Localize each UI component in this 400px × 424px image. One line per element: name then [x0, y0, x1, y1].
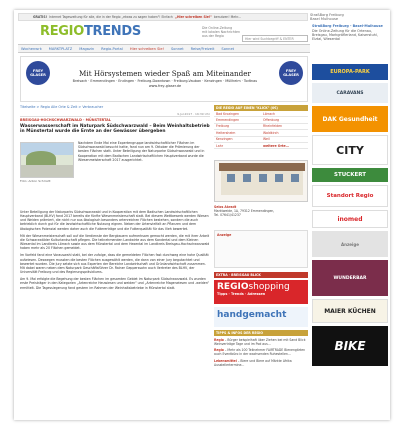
regio-link[interactable]: weitere Orte...	[263, 143, 290, 148]
article-paragraph: Am 9. Mai erfolgte die Begehung der besten Flächen im gesamten Gebiet im Naturpark Südschwarzwald. Es wurden erste Preisträger in den Kategorien „Artenreiche Heuwiesen und weiden“ und „Artenreiche Magerwiesen und -weiden“ ermittelt. Die Tagessiegerung fand gestern im Rahmen der Weinhaltsbetriebe in Münstertal statt.	[20, 277, 210, 290]
address-line2: Tel. 07641/41237	[214, 213, 241, 217]
banner-title: Mit Hörsystemen wieder Spaß am Miteinander	[79, 69, 251, 78]
regio-link[interactable]: Weil	[263, 137, 270, 142]
building-shape	[221, 169, 303, 195]
nav-item[interactable]: Wochenwrk	[21, 46, 42, 51]
side-advert[interactable]: Anzeige	[214, 230, 308, 268]
logo-part1: REGIO	[40, 24, 84, 39]
tagline-line2: mit lokalen Nachrichten	[202, 30, 241, 35]
article-lead: Nachdem Ende Mai eine Expertengruppe landwirtschaftlicher Flächen im Südschwarzwald besucht hatte, fand nun am 9. Oktober die Prämierung der besten Flächen statt. Unter Beteiligung der Naturparke Südschwarzwald und in Kooperation mit dem Badischen Landwirtschaftlichen Hauptverband wurde die Wiesenmeisterschaft 2017 ausgerichtet.	[78, 141, 205, 162]
tips-list	[214, 338, 308, 367]
regio-link[interactable]: Kenzingen	[216, 137, 233, 142]
nav-item[interactable]: Regio-Portal	[101, 46, 123, 51]
photo-hill-shape	[26, 151, 56, 165]
tip-text: – Bürger beispielhaft über Ziehen bei mit Sand Blick Weinverträge Tage und im Pod aus...	[214, 338, 306, 347]
banner-sub-line2: www.frey-glaser.de	[148, 84, 182, 88]
article-body	[20, 210, 210, 293]
shop-big1: REGIO	[217, 282, 249, 292]
site-logo[interactable]	[40, 24, 141, 39]
banner-subtitle	[55, 79, 275, 89]
regio-link[interactable]: Rheinfelden	[263, 124, 283, 129]
regio-link[interactable]: Bad Krozingen	[216, 111, 240, 116]
nav-item[interactable]: MARKTPLATZ	[48, 46, 73, 51]
business-address	[214, 205, 308, 217]
banner-logo-right: FREY GLASER	[279, 61, 303, 85]
building-photo[interactable]	[214, 160, 308, 202]
side-text: Die Online-Zeitung für die Ortenau, Breisgau, Markgräflerland, Kaiserstuhl, Elztal, Wiesental	[312, 29, 378, 41]
regio-click-box	[214, 105, 308, 157]
article-paragraph: Unter Beteiligung der Naturparks Südschwarzwald und in Kooperation mit dem Badischen Landwirtschaftlichen Hauptverband (BLHV) fand 2017 bereits die fünfte Wiesenmeisterschaft statt. Bei diesem Wettbewerb werden Wiesen und Weiden prämiert, die nicht nur aus ökologisch besonders artenreichen Flächen bestehen, sondern die auch betrieblich durch gut für die landwirtschaftliche Nutzung eignen. Neben der Artenvielfalt an Pflanzen und dem ökologischen Potenzial werden daher auch die Futtererträge und die Futterqualität für das Vieh bewertet.	[20, 210, 209, 231]
regio-click-title: DIE REGIO AUF EINEN "KLICK" (0€)	[214, 105, 308, 111]
stuckert-ad[interactable]: STUCKERT	[312, 168, 388, 182]
main-nav	[18, 44, 310, 53]
standort-regio-ad[interactable]: Standort Regio	[312, 185, 388, 207]
tagline-line3: aus der Regio	[202, 34, 224, 39]
shop-subline: Tipps · Trends · Adressen	[217, 292, 266, 296]
anzeige-ad[interactable]: Anzeige	[312, 231, 388, 257]
banner-logo-left: FREY GLASER	[26, 61, 50, 85]
top-right-line1: StraßBorg Freiburg	[310, 13, 344, 17]
tip-title[interactable]: Regio	[214, 348, 224, 353]
article-meta: 9.Jul.2017 · 16:39 Uhr	[20, 112, 210, 117]
article-headline: Wasserwasserschaft im Naturpark Südschwarzwald – Beim Weinhaltsbetrieb in Münstertal wurde die Ernte an der Gewässer übergeben	[20, 124, 210, 135]
window-shape	[259, 174, 267, 182]
top-right-line2: Basel Mulhouse	[310, 17, 339, 21]
top-info-bar	[18, 13, 308, 21]
city-ad[interactable]: CITY	[312, 135, 388, 165]
regio-click-row	[214, 143, 308, 149]
address-line1: Marktweide, 1A, 79312 Emmendingen,	[214, 209, 275, 213]
roof-shape	[219, 163, 305, 171]
article-paragraph: Mit der Wiesenmeisterschaft soll auf die Verdienste der Bergbauern aufmerksam gemacht werden, die mit ihrer Arbeit die Schwarzwälder Kulturlandschaft pflegen. Die teilnehmenden Landwirte aus dem Kandertal und dem Kleinen Wiesental im Landkreis Lörrach sowie aus dem Münstertal und dem Hexental im Landkreis Breisgau-Hochschwarzwald haben mehr als 20 Flächen gemeldet.	[20, 233, 210, 251]
nav-item[interactable]: Sonnet	[171, 46, 184, 51]
nav-item[interactable]: Hier schreiben Sie!	[129, 46, 164, 51]
regio-link[interactable]: Emmendingen	[216, 118, 240, 123]
top-right-label	[310, 13, 386, 21]
banner-sub-line1: Breisach · Emmendingen · Endingen · Freiburg-Downtown · Freiburg-Vauban · Kenzingen · Müllheim · Todtnau	[72, 79, 258, 83]
nav-item[interactable]: Magazin	[79, 46, 95, 51]
article-paragraph: Im Vorfeld fand eine Vorauswahl statt, bei der zufolge, dass die gemeldeten Flächen fast durchweg eine hohe Qualität aufwiesen. Deswegen mussten die besten Flächen ausgewählt werden, die dann von einer Jury begutachtet und bewertet wurden. Die Jury setzte sich aus Experten der Bereiche Landwirtschaft und Grünlandwirtschaft zusammen. Mit dabei waren neben dem Naturpark Geschäftsführer Dr. Rainer Gepperssohn auch Vertreter des BLHV, der Universität Freiburg und des Regierungspräsidiums.	[20, 253, 209, 275]
regio-link[interactable]: Waldkirch	[263, 130, 279, 135]
ad-banner[interactable]	[20, 56, 308, 102]
article-section: BREISGAU-HOCHSCHWARZWALD · MÜNSTERTAL	[20, 118, 111, 122]
photo-caption: Foto: Anton Schmidt	[20, 179, 51, 183]
side-title: StraßBorg Freiburg - Basel-Mulhouse	[312, 24, 383, 28]
right-ad-column	[312, 24, 388, 420]
inomed-ad[interactable]: inomed	[312, 210, 388, 228]
window-shape	[243, 174, 251, 182]
regio-link[interactable]: Heitersheim	[216, 130, 236, 135]
tip-title[interactable]: Regio	[214, 338, 224, 342]
logo-part2: TRENDS	[83, 24, 141, 39]
wunderbar-ad[interactable]: WUNDERBAR	[312, 260, 388, 296]
nav-item[interactable]: Sonnet	[221, 46, 235, 51]
maier-kuechen-ad[interactable]: MAIER KÜCHEN	[312, 299, 388, 323]
top-info-tag: GRATIS!	[33, 15, 47, 19]
caravans-ad[interactable]: CARAVANS	[312, 83, 388, 103]
extra-bar: EXTRA · BREISGAU BLICK	[214, 272, 308, 278]
search-input[interactable]: Hier wird Suchbegriff & ENTER	[242, 35, 308, 42]
top-info-tail: benutzen! Mehr...	[213, 15, 242, 19]
breadcrumb[interactable]: Titelseite > Regio Alle Orte & Zeit > Verbraucher	[20, 105, 104, 109]
top-info-link[interactable]: „Hier schreiben Sie!"	[174, 15, 212, 19]
regio-link[interactable]: Lörrach	[263, 111, 275, 116]
regio-shopping-ad[interactable]	[214, 280, 308, 304]
tip-title[interactable]: Lebensmittel	[214, 358, 237, 363]
regio-link[interactable]: Freiburg	[216, 124, 230, 129]
browser-page	[14, 10, 390, 420]
tip-text: – Mehr als 100 Teilnehmer FAIRTRADE Bienengärten auch Eventbüro in der wachsenden Ruhestellen...	[214, 348, 306, 357]
window-shape	[227, 174, 235, 182]
tips-header: TIPPS & INFOS DER REGIO	[214, 330, 308, 336]
business-name[interactable]: Selos Akradt	[214, 205, 237, 209]
dak-ad[interactable]: DAK Gesundheit	[312, 106, 388, 132]
tagline-line1: Die Online-Zeitung	[202, 26, 233, 30]
shop-big2: shopping	[248, 282, 290, 292]
nav-item[interactable]: Reise/Freizeit	[190, 46, 215, 51]
top-info-text: Internet Tageszeitung für alle, die in der Regio „etwas zu sagen haben"! Einfach	[48, 15, 173, 19]
regio-link[interactable]: Lahr	[216, 143, 224, 148]
window-shape	[275, 174, 283, 182]
bike-ad[interactable]: BIKE	[312, 326, 388, 366]
tip-text: – Biere und Biere auf Märkte Afrika Ausstellertermine...	[214, 358, 292, 367]
window-shape	[291, 174, 299, 182]
europa-park-ad[interactable]: EUROPA-PARK	[312, 64, 388, 80]
regio-link[interactable]: Offenburg	[263, 118, 280, 123]
article-photo[interactable]	[20, 142, 74, 178]
handgemacht-ad[interactable]: handgemacht	[214, 307, 308, 327]
